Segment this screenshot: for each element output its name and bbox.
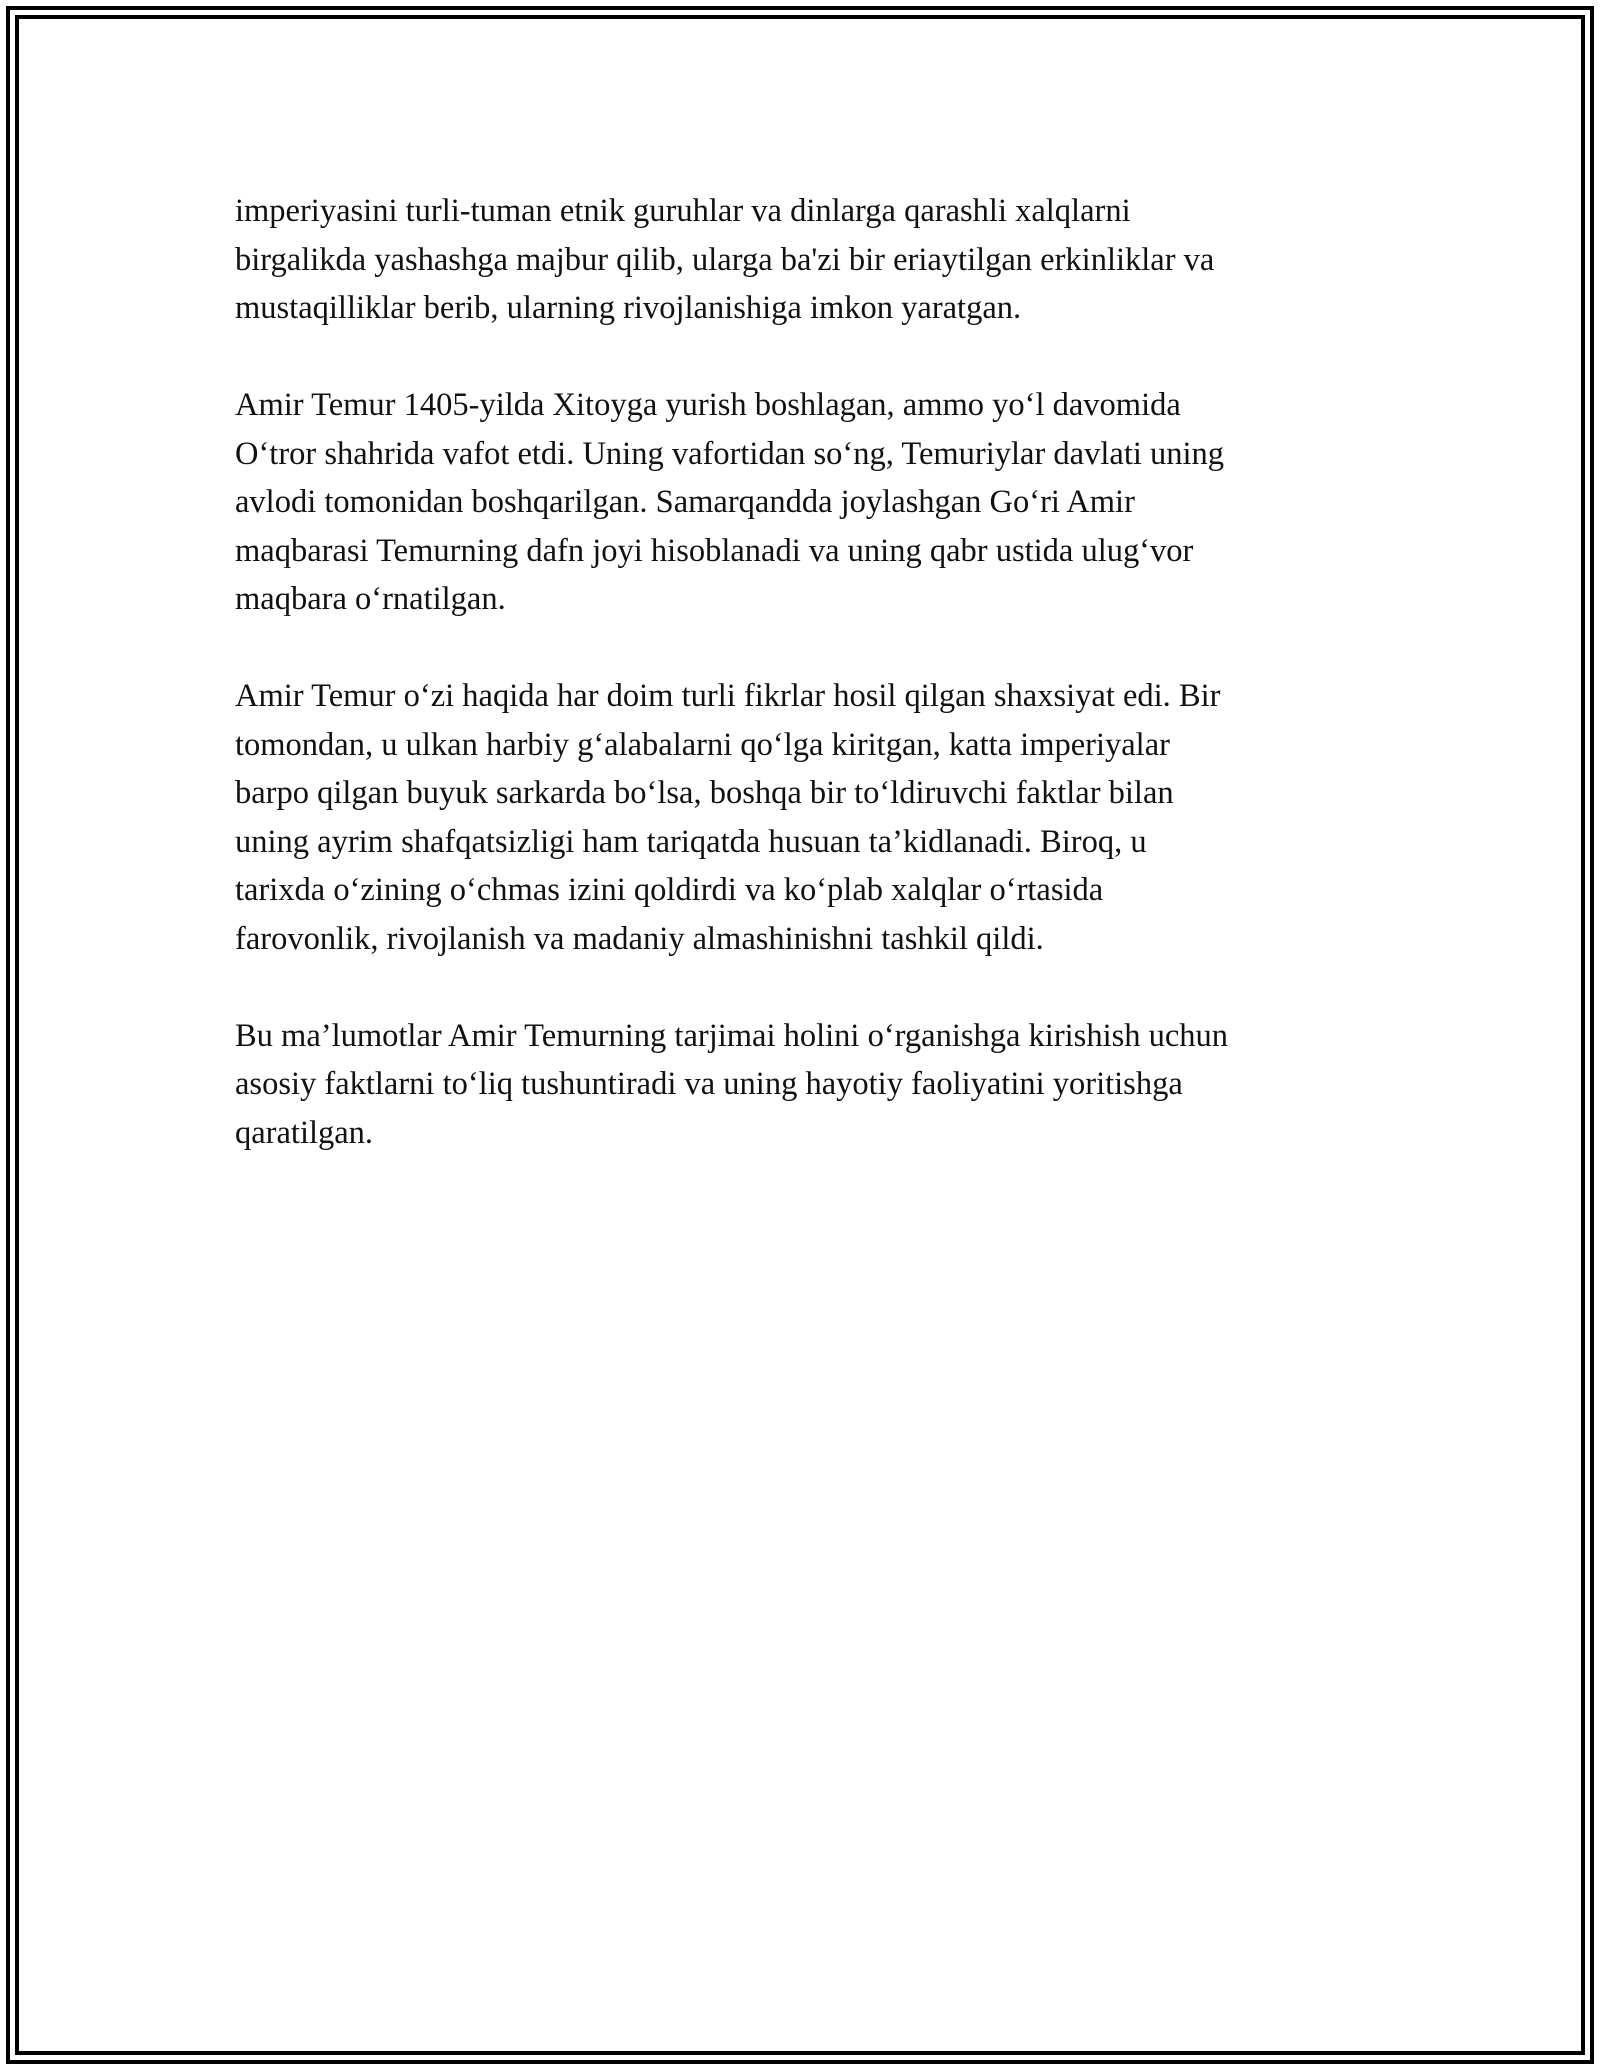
paragraph-line: maqbara o‘rnatilgan. bbox=[235, 581, 506, 617]
paragraph-line: birgalikda yashashga majbur qilib, ularga ba'zi bir eriaytilgan erkinliklar va bbox=[235, 241, 1215, 278]
paragraph-line: Bu ma’lumotlar Amir Temurning tarjimai holini o‘rganishga kirishish uchun bbox=[235, 1017, 1229, 1054]
paragraph-line: barpo qilgan buyuk sarkarda bo‘lsa, boshqa bir to‘ldiruvchi faktlar bilan bbox=[235, 775, 1174, 811]
paragraph-4 bbox=[235, 1012, 1395, 1158]
paragraph-1 bbox=[235, 187, 1395, 333]
paragraph-line: tomondan, u ulkan harbiy g‘alabalarni qo‘lga kiritgan, katta imperiyalar bbox=[235, 726, 1170, 763]
paragraph-line: Amir Temur 1405-yilda Xitoyga yurish boshlagan, ammo yo‘l davomida bbox=[235, 387, 1181, 423]
paragraph-line: O‘tror shahrida vafot etdi. Uning vafortidan so‘ng, Temuriylar davlati uning bbox=[235, 435, 1225, 472]
paragraph-line: maqbarasi Temurning dafn joyi hisoblanadi va uning qabr ustida ulug‘vor bbox=[235, 532, 1194, 569]
paragraph-line: qaratilgan. bbox=[235, 1114, 374, 1151]
paragraph-line: imperiyasini turli-tuman etnik guruhlar va dinlarga qarashli xalqlarni bbox=[235, 193, 1131, 229]
paragraph-line: avlodi tomonidan boshqarilgan. Samarqandda joylashgan Go‘ri Amir bbox=[235, 484, 1135, 520]
paragraph-line: tarixda o‘zining o‘chmas izini qoldirdi va ko‘plab xalqlar o‘rtasida bbox=[235, 872, 1104, 908]
paragraph-line: uning ayrim shafqatsizligi ham tariqatda husuan ta’kidlanadi. Biroq, u bbox=[235, 823, 1147, 860]
paragraph-3 bbox=[235, 672, 1395, 963]
document-body bbox=[235, 187, 1395, 1206]
paragraph-line: asosiy faktlarni to‘liq tushuntiradi va uning hayotiy faoliyatini yoritishga bbox=[235, 1066, 1183, 1102]
paragraph-line: mustaqilliklar berib, ularning rivojlanishiga imkon yaratgan. bbox=[235, 290, 1022, 326]
paragraph-line: Amir Temur o‘zi haqida har doim turli fikrlar hosil qilgan shaxsiyat edi. Bir bbox=[235, 678, 1221, 714]
paragraph-line: farovonlik, rivojlanish va madaniy almashinishni tashkil qildi. bbox=[235, 920, 1044, 957]
paragraph-2 bbox=[235, 381, 1395, 624]
